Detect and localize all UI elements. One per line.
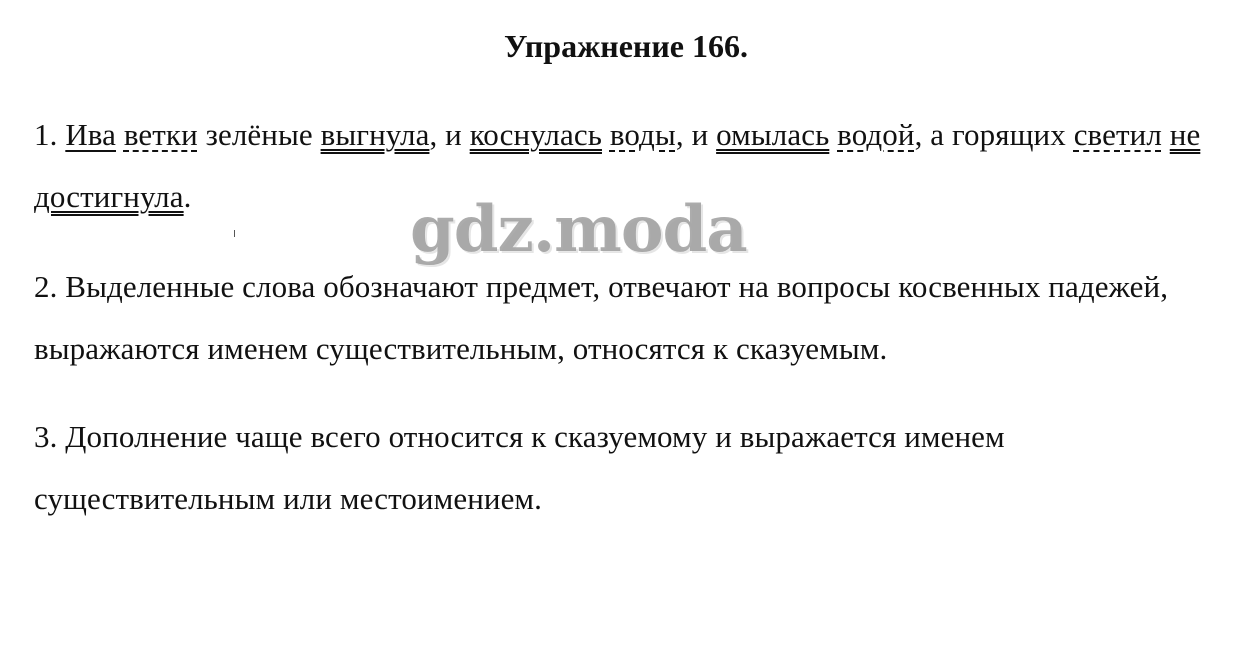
plain-text: , а горящих [914, 117, 1074, 152]
object-word: ветки [123, 117, 198, 152]
subject-word: Ива [65, 117, 116, 152]
predicate-word: не достигнула [34, 117, 1201, 214]
plain-text [602, 117, 610, 152]
watermark-logo: gdz.moda [410, 192, 747, 267]
paragraph-2: 2. Выделенные слова обозначают предмет, отвечают на вопросы косвенных падежей, выражаются именем существительным, относятся к сказуемым. [34, 269, 1169, 366]
predicate-word: выгнула [320, 117, 430, 152]
paragraph-3: 3. Дополнение чаще всего относится к сказуемому и выражается именем существительным или местоимением. [34, 419, 1005, 516]
object-word: воды [609, 117, 676, 152]
plain-text: , и [429, 117, 470, 152]
predicate-word: коснулась [469, 117, 602, 152]
stray-mark [234, 230, 235, 237]
predicate-word: омылась [716, 117, 830, 152]
plain-text [1162, 117, 1170, 152]
plain-text [829, 117, 837, 152]
plain-text: , и [675, 117, 717, 152]
item-number: 1. [34, 117, 66, 152]
paragraph-1 [34, 104, 1224, 228]
object-word: водой [837, 117, 915, 152]
plain-text: . [183, 179, 192, 214]
exercise-title: Упражнение 166. [503, 28, 748, 64]
plain-text: зелёные [197, 117, 321, 152]
object-word: светил [1073, 117, 1162, 152]
